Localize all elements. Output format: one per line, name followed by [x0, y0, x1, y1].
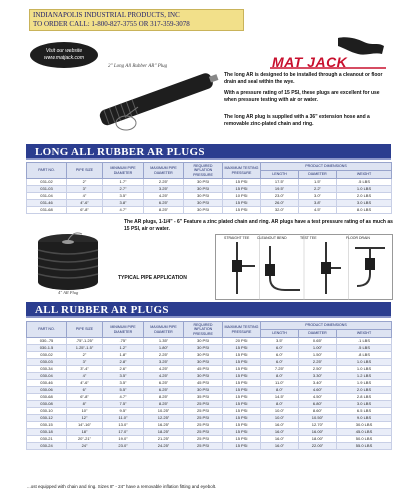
table-cell: 30.0 LBS	[337, 422, 392, 429]
col-header-product-dimensions: PRODUCT DIMENSIONS	[261, 322, 392, 330]
long-plug-caption: 2" Long All Rubber AR" Plug	[108, 64, 168, 69]
table-cell: 4.7"	[103, 207, 144, 214]
table-cell: 8.0"	[261, 387, 299, 394]
table-cell: 4"	[67, 373, 103, 380]
table-cell: 3.5"	[103, 380, 144, 387]
table-row	[27, 380, 392, 387]
table-cell: 15 PSI	[223, 380, 261, 387]
footnote: ...ost equipped with chain and ring. Sizes 8" - 24" have a removable inflation fitting and eyebolt.	[27, 484, 217, 489]
table-cell: 1.00"	[299, 345, 337, 352]
table-row	[27, 179, 392, 186]
all-table-body	[27, 338, 392, 450]
table-cell: 6.25"	[144, 387, 184, 394]
col-header-pipe-size: PIPE SIZE	[67, 163, 103, 179]
table-cell: 030-15	[27, 422, 67, 429]
table-cell: .5 LBS	[337, 345, 392, 352]
diagram-label-test-tee: TEST TEE	[300, 236, 317, 240]
table-cell: 031-68	[27, 207, 67, 214]
table-cell: 15 PSI	[223, 373, 261, 380]
table-cell: 6.80"	[299, 401, 337, 408]
ar-plug-caption: 4" AR Plug	[58, 290, 79, 295]
table-cell: 030-03	[27, 359, 67, 366]
table-cell: 4.7"	[103, 394, 144, 401]
table-cell: 55.0 LBS	[337, 443, 392, 450]
table-row	[27, 338, 392, 345]
col-header-weight: WEIGHT	[337, 330, 392, 338]
table-cell: 6"-8"	[67, 394, 103, 401]
table-cell: 3"	[67, 186, 103, 193]
table-cell: 18.00"	[299, 436, 337, 443]
table-cell: 8.25"	[144, 394, 184, 401]
table-cell: 15 PSI	[223, 186, 261, 193]
table-cell: 4.60"	[299, 387, 337, 394]
table-cell: .1 LBS	[337, 338, 392, 345]
long-section-title: LONG ALL RUBBER AR PLUGS	[35, 146, 205, 158]
table-cell: 11.0"	[261, 380, 299, 387]
table-cell: 1.8"	[103, 352, 144, 359]
table-cell: 45 PSI	[184, 380, 223, 387]
table-cell: 3.40"	[299, 380, 337, 387]
table-cell: 030-12	[27, 415, 67, 422]
col-header-diameter: DIAMETER	[299, 171, 337, 179]
table-cell: 15 PSI	[223, 394, 261, 401]
table-cell: 6.5 LBS	[337, 408, 392, 415]
table-cell: 24.25"	[144, 443, 184, 450]
long-section-title-bar	[26, 144, 391, 160]
table-cell: 030-10	[27, 408, 67, 415]
table-cell: 3"-4"	[67, 366, 103, 373]
table-cell: 25 PSI	[184, 422, 223, 429]
table-cell: 15 PSI	[223, 387, 261, 394]
table-cell: 16.0"	[261, 443, 299, 450]
table-cell: 3.5"	[261, 338, 299, 345]
table-cell: 8"	[67, 401, 103, 408]
table-cell: 2.6"	[103, 366, 144, 373]
table-cell: 3.0"	[299, 193, 337, 200]
table-cell: 2.25"	[144, 352, 184, 359]
table-cell: 32.0"	[261, 207, 299, 214]
table-cell: 2.25"	[299, 359, 337, 366]
table-cell: 10.0"	[261, 408, 299, 415]
table-cell: 4.25"	[144, 373, 184, 380]
table-cell: 031-03	[27, 186, 67, 193]
table-cell: 6.0"	[261, 345, 299, 352]
table-cell: 7.25"	[261, 366, 299, 373]
table-cell: 1.2 LBS	[337, 373, 392, 380]
table-cell: 3.5"	[103, 193, 144, 200]
table-cell: 6"-8"	[67, 207, 103, 214]
table-cell: 15 PSI	[223, 408, 261, 415]
table-cell: 4.25"	[144, 366, 184, 373]
table-cell: 6"	[67, 387, 103, 394]
table-cell: 030-46	[27, 380, 67, 387]
table-cell: 1.5"	[299, 179, 337, 186]
table-cell: 8.25"	[144, 207, 184, 214]
table-cell: 16.25"	[144, 422, 184, 429]
table-cell: 15 PSI	[223, 179, 261, 186]
table-cell: 8.0"	[261, 373, 299, 380]
table-cell: 15 PSI	[223, 200, 261, 207]
table-cell: 9.0 LBS	[337, 415, 392, 422]
table-cell: 15 PSI	[223, 366, 261, 373]
table-cell: 030-68	[27, 394, 67, 401]
diagram-label-floor-drain: FLOOR DRAIN	[346, 236, 370, 240]
table-cell: 030-02	[27, 352, 67, 359]
table-cell: 22.00"	[299, 443, 337, 450]
table-cell: 030-18	[27, 429, 67, 436]
intro-paragraph-1: The long AR is designed to be installed through a cleanout or floor drain and seal within the wye.	[224, 72, 383, 85]
table-cell: 15 PSI	[223, 359, 261, 366]
col-header-max-testing-pressure: MAXIMUM TESTING PRESSURE	[223, 163, 261, 179]
table-cell: 14"-16"	[67, 422, 103, 429]
intro-paragraph-3: The long AR plug is supplied with a 36" extension hose and a removable zinc-plated chain and ring.	[224, 114, 370, 127]
table-cell: 25 PSI	[184, 443, 223, 450]
table-cell: 4"-6"	[67, 200, 103, 207]
table-cell: 15 PSI	[223, 415, 261, 422]
table-cell: 15 PSI	[223, 443, 261, 450]
table-cell: 030-21	[27, 436, 67, 443]
table-cell: 20 PSI	[223, 338, 261, 345]
table-cell: 30 PSI	[184, 186, 223, 193]
table-cell: 6.0"	[261, 359, 299, 366]
table-cell: 2.50"	[299, 366, 337, 373]
table-cell: 23.0"	[261, 193, 299, 200]
table-cell: 2.25"	[144, 179, 184, 186]
table-cell: 4.25"	[144, 193, 184, 200]
table-cell: 031-46	[27, 200, 67, 207]
col-header-length: LENGTH	[261, 171, 299, 179]
table-cell: 10.0"	[261, 415, 299, 422]
table-row	[27, 394, 392, 401]
table-row	[27, 408, 392, 415]
table-row	[27, 366, 392, 373]
table-cell: 30 PSI	[184, 345, 223, 352]
ar-plug-figure	[30, 230, 106, 296]
table-cell: 15 PSI	[223, 345, 261, 352]
table-row	[27, 193, 392, 200]
table-cell: 10"	[67, 408, 103, 415]
table-row	[27, 186, 392, 193]
table-cell: 030-24	[27, 443, 67, 450]
table-row	[27, 429, 392, 436]
table-cell: 5.5"	[103, 387, 144, 394]
table-cell: 2.0 LBS	[337, 387, 392, 394]
table-cell: 12"	[67, 415, 103, 422]
table-cell: 19.5"	[261, 186, 299, 193]
pipe-application-diagram	[215, 234, 393, 300]
table-cell: 2"	[67, 352, 103, 359]
table-cell: 030-04	[27, 373, 67, 380]
table-cell: .8 LBS	[337, 352, 392, 359]
table-cell: 23.0"	[103, 443, 144, 450]
col-header-part-no: PART NO.	[27, 163, 67, 179]
col-header-max-pipe-diameter: MAXIMUM PIPE DIAMETER	[144, 322, 184, 338]
table-cell: 8.0"	[261, 401, 299, 408]
ar-plug-description: The AR plugs, 1-1/4" - 6" Feature a zinc plated chain and ring. AR plugs have a test pressure rating of as much as 15 PSI, air or water.	[124, 219, 393, 232]
table-cell: 2.2"	[299, 186, 337, 193]
table-cell: 1.9 LBS	[337, 380, 392, 387]
col-header-weight: WEIGHT	[337, 171, 392, 179]
table-cell: 25 PSI	[184, 436, 223, 443]
table-cell: 25 PSI	[184, 408, 223, 415]
table-cell: 15 PSI	[223, 401, 261, 408]
table-cell: 4.5"	[299, 207, 337, 214]
table-cell: 2.7"	[103, 186, 144, 193]
table-cell: 16.00"	[299, 429, 337, 436]
table-row	[27, 207, 392, 214]
table-cell: 13.0"	[103, 422, 144, 429]
visit-line: Visit our website	[45, 48, 83, 54]
table-cell: .5 LBS	[337, 179, 392, 186]
intro-paragraph-2: With a pressure rating of 15 PSI, these plugs are excellent for use when pressure testing with air or water.	[224, 90, 380, 103]
table-cell: 031-02	[27, 179, 67, 186]
table-row	[27, 436, 392, 443]
plug-body	[98, 72, 214, 127]
table-cell: 15 PSI	[223, 352, 261, 359]
table-cell: 16.0"	[261, 436, 299, 443]
table-cell: 6.25"	[144, 380, 184, 387]
table-row	[27, 415, 392, 422]
table-cell: 030-08	[27, 401, 67, 408]
table-cell: 45.0 LBS	[337, 429, 392, 436]
table-cell: 1.2"	[103, 345, 144, 352]
table-cell: 15 PSI	[223, 436, 261, 443]
table-cell: 030-06	[27, 387, 67, 394]
order-phone-line: TO ORDER CALL: 1-800-827-3755 OR 317-359-3078	[33, 20, 190, 28]
table-cell: 1.7"	[103, 179, 144, 186]
table-cell: 2"	[67, 179, 103, 186]
col-header-max-pipe-diameter: MAXIMUM PIPE DIAMETER	[144, 163, 184, 179]
table-cell: 30 PSI	[184, 200, 223, 207]
diagram-label-cleanout-bend: CLEANOUT BEND	[257, 236, 287, 240]
table-cell: 30 PSI	[184, 352, 223, 359]
table-cell: 17.0"	[103, 429, 144, 436]
table-cell: 4"	[67, 193, 103, 200]
col-header-part-no: PART NO.	[27, 322, 67, 338]
table-cell: 25 PSI	[184, 401, 223, 408]
table-cell: 3.30"	[299, 373, 337, 380]
table-cell: 26.0"	[261, 200, 299, 207]
col-header-product-dimensions: PRODUCT DIMENSIONS	[261, 163, 392, 171]
table-cell: 50.0 LBS	[337, 436, 392, 443]
table-cell: 30 PSI	[184, 359, 223, 366]
col-header-min-pipe-diameter: MINIMUM PIPE DIAMETER	[103, 163, 144, 179]
company-name: INDIANAPOLIS INDUSTRIAL PRODUCTS, INC	[33, 11, 180, 19]
long-table-body	[27, 179, 392, 214]
long-ar-spec-table	[26, 162, 392, 214]
all-ar-spec-table	[26, 321, 392, 450]
table-cell: 18"	[67, 429, 103, 436]
table-cell: 15 PSI	[223, 422, 261, 429]
table-row	[27, 373, 392, 380]
website-url[interactable]: www.matjack.com	[43, 55, 84, 61]
table-cell: 1.25"-1.5"	[67, 345, 103, 352]
table-cell: 10 PSI	[223, 193, 261, 200]
table-cell: 20"-21"	[67, 436, 103, 443]
table-row	[27, 422, 392, 429]
col-header-max-testing-pressure: MAXIMUM TESTING PRESSURE	[223, 322, 261, 338]
table-cell: 2.8 LBS	[337, 394, 392, 401]
table-cell: 25 PSI	[184, 415, 223, 422]
table-cell: 17.5"	[261, 179, 299, 186]
col-header-length: LENGTH	[261, 330, 299, 338]
table-cell: 10.50"	[299, 415, 337, 422]
table-cell: 30 PSI	[184, 179, 223, 186]
col-header-pipe-size: PIPE SIZE	[67, 322, 103, 338]
table-cell: 8.25"	[144, 401, 184, 408]
table-cell: 19.0"	[103, 436, 144, 443]
table-cell: 14.5"	[261, 394, 299, 401]
table-cell: 3.8"	[103, 200, 144, 207]
table-cell: 18.25"	[144, 429, 184, 436]
table-cell: 21.25"	[144, 436, 184, 443]
table-cell: 45 PSI	[184, 366, 223, 373]
table-cell: 16.0"	[261, 422, 299, 429]
table-cell: 6.0"	[261, 352, 299, 359]
table-row	[27, 401, 392, 408]
col-header-diameter: DIAMETER	[299, 330, 337, 338]
table-row	[27, 387, 392, 394]
table-cell: 24"	[67, 443, 103, 450]
table-row	[27, 352, 392, 359]
table-cell: .75"	[103, 338, 144, 345]
table-cell: 1.80"	[144, 345, 184, 352]
company-banner	[29, 9, 244, 31]
table-cell: 15 PSI	[223, 429, 261, 436]
typical-application-label: TYPICAL PIPE APPLICATION	[118, 275, 187, 281]
table-row	[27, 200, 392, 207]
long-ar-plug-figure	[86, 63, 236, 135]
table-cell: 1.0 LBS	[337, 359, 392, 366]
table-cell: 9.5"	[103, 408, 144, 415]
table-cell: 3"	[67, 359, 103, 366]
table-cell: .75"-1.25"	[67, 338, 103, 345]
col-header-min-pipe-diameter: MINIMUM PIPE DIAMETER	[103, 322, 144, 338]
table-cell: 15 PSI	[223, 207, 261, 214]
table-cell: 030-34	[27, 366, 67, 373]
col-header-required-pressure: REQUIRED INFLATION PRESSURE	[184, 163, 223, 179]
table-cell: 16.0"	[261, 429, 299, 436]
table-row	[27, 443, 392, 450]
table-cell: 3.0 LBS	[337, 200, 392, 207]
col-header-required-pressure: REQUIRED INFLATION PRESSURE	[184, 322, 223, 338]
table-cell: 30 PSI	[184, 193, 223, 200]
table-cell: 030-.75	[27, 338, 67, 345]
table-cell: 3.25"	[144, 186, 184, 193]
table-cell: 4.50"	[299, 394, 337, 401]
table-cell: 3.8"	[299, 200, 337, 207]
logo-text: MAT JACK	[272, 54, 348, 70]
table-cell: 2.0 LBS	[337, 193, 392, 200]
table-cell: 35 PSI	[184, 394, 223, 401]
table-cell: 3.25"	[144, 359, 184, 366]
table-cell: 7.5"	[103, 401, 144, 408]
table-cell: 3.0 LBS	[337, 401, 392, 408]
diagram-label-straight-tee: STRAIGHT TEE	[224, 236, 250, 240]
table-cell: 3.5"	[103, 373, 144, 380]
table-row	[27, 359, 392, 366]
table-cell: 11.0"	[103, 415, 144, 422]
table-cell: 1.35"	[144, 338, 184, 345]
table-cell: 30 PSI	[184, 373, 223, 380]
table-cell: 4"-6"	[67, 380, 103, 387]
table-cell: 1.50"	[299, 352, 337, 359]
table-cell: 30 PSI	[184, 207, 223, 214]
table-cell: 6.25"	[144, 200, 184, 207]
table-cell: 0.65"	[299, 338, 337, 345]
table-cell: 031-04	[27, 193, 67, 200]
table-cell: 10.25"	[144, 408, 184, 415]
all-section-title: ALL RUBBER AR PLUGS	[35, 304, 169, 316]
table-row	[27, 345, 392, 352]
all-section-title-bar	[26, 302, 391, 318]
table-cell: 2.8"	[103, 359, 144, 366]
table-cell: 30 PSI	[184, 387, 223, 394]
table-cell: 12.70"	[299, 422, 337, 429]
table-cell: 1.0 LBS	[337, 366, 392, 373]
table-cell: 8.0 LBS	[337, 207, 392, 214]
table-cell: 30 PSI	[184, 338, 223, 345]
table-cell: 8.60"	[299, 408, 337, 415]
table-cell: 030-1.5	[27, 345, 67, 352]
table-cell: 25 PSI	[184, 429, 223, 436]
table-cell: 1.0 LBS	[337, 186, 392, 193]
table-cell: 12.25"	[144, 415, 184, 422]
